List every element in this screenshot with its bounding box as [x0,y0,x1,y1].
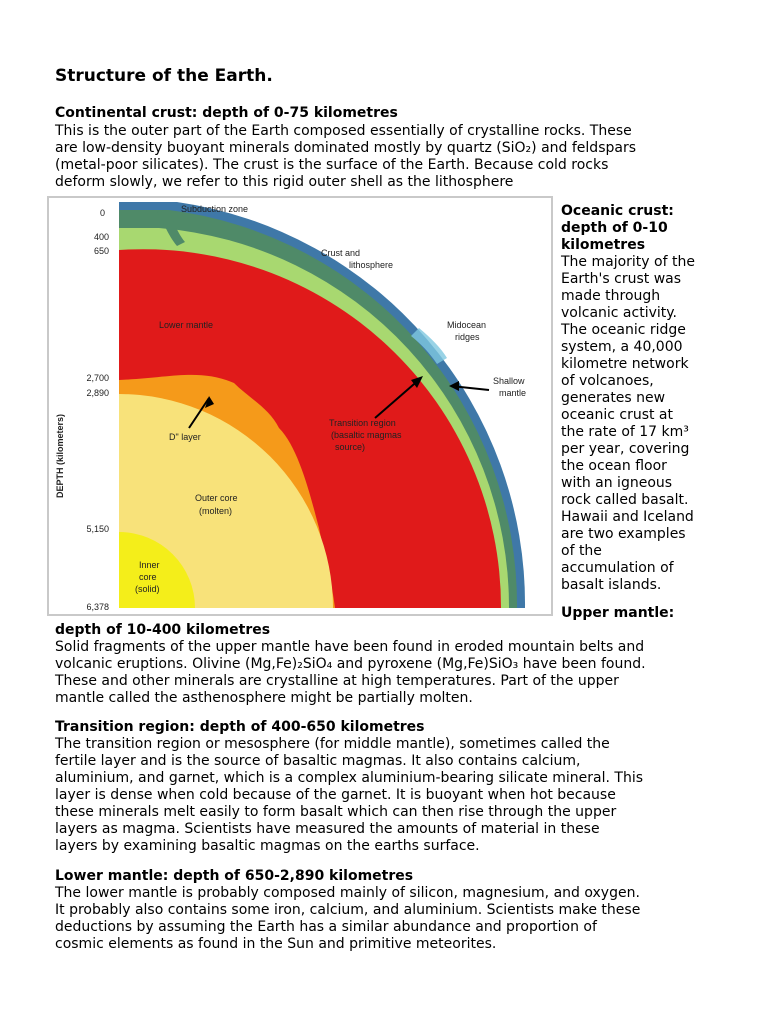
text-line: fertile layer and is the source of basaltic magmas. It also contains calcium, [55,753,581,769]
depth-tick: 0 [99,208,105,218]
text-line: the rate of 17 km³ [561,424,689,440]
text-line: The oceanic ridge [561,322,686,338]
depth-axis-label: DEPTH (kilometers) [55,413,65,498]
label-lower-mantle: Lower mantle [159,320,214,330]
upper-mantle-section [55,605,745,707]
transition-region-heading: Transition region: depth of 400-650 kilometres [55,719,425,735]
text-line: The lower mantle is probably composed mainly of silicon, magnesium, and oxygen. [55,885,640,901]
depth-tick: 2,700 [86,373,109,383]
text-line: (metal-poor silicates). The crust is the surface of the Earth. Because cold rocks [55,157,609,173]
text-line: these minerals melt easily to form basalt which can then rise through the upper [55,804,617,820]
label-d-layer: D" layer [169,432,201,442]
lower-mantle-heading: Lower mantle: depth of 650-2,890 kilometres [55,868,414,884]
label-solid: (solid) [135,584,160,594]
text-line: Earth's crust was [561,271,682,287]
upper-mantle-text [55,639,745,707]
lower-mantle-section [55,868,725,953]
depth-axis [55,208,109,612]
label-subduction-zone: Subduction zone [181,204,249,214]
depth-tick: 6,378 [86,602,109,612]
earth-structure-diagram [47,196,553,616]
oceanic-crust-text [561,254,761,594]
text-line: volcanic activity. [561,305,677,321]
text-line: mantle called the asthenosphere might be partially molten. [55,690,473,706]
label-inner: Inner [139,560,160,570]
text-line: volcanic eruptions. Olivine (Mg,Fe)₂SiO₄ and pyroxene (Mg,Fe)SiO₃ have been found. [55,656,646,672]
label-outer-core: Outer core [195,493,238,503]
label-crust: Crust and [321,248,361,258]
text-line: This is the outer part of the Earth composed essentially of crystalline rocks. These [55,123,632,139]
text-line: aluminium, and garnet, which is a complex aluminium-bearing silicate mineral. This [55,770,644,786]
text-line: rock called basalt. [561,492,689,508]
text-line: It probably also contains some iron, calcium, and aluminium. Scientists make these [55,902,641,918]
label-molten: (molten) [199,506,233,516]
depth-tick: 400 [93,232,109,242]
continental-crust-text [55,123,725,191]
text-line: layers as magma. Scientists have measured the amounts of material in these [55,821,600,837]
oceanic-crust-heading-line: Oceanic crust: [561,203,674,219]
continental-crust-heading: Continental crust: depth of 0-75 kilometres [55,105,398,121]
label-ridges: ridges [455,332,480,342]
text-line: These and other minerals are crystalline at high temperatures. Part of the upper [55,673,619,689]
earth-cross-section-svg [49,198,551,614]
text-line: with an igneous [561,475,673,491]
depth-tick: 650 [93,246,109,256]
oceanic-crust-section [561,203,761,594]
text-line: layer is dense when cold because of the garnet. It is buoyant when hot because [55,787,616,803]
earth-layers [119,202,525,608]
oceanic-crust-heading-line: kilometres [561,237,646,253]
label-source: source) [335,442,366,452]
label-transition-region: Transition region [329,418,396,428]
text-line: basalt islands. [561,577,662,593]
text-line: system, a 40,000 [561,339,683,355]
label-shallow: Shallow [493,376,525,386]
text-line: of the [561,543,602,559]
transition-region-section [55,719,725,855]
text-line: of volcanoes, [561,373,654,389]
oceanic-crust-heading-line: depth of 0-10 [561,220,668,236]
label-mantle: mantle [499,388,527,398]
text-line: Solid fragments of the upper mantle have been found in eroded mountain belts and [55,639,645,655]
text-line: Hawaii and Iceland [561,509,694,525]
depth-tick: 5,150 [86,524,109,534]
text-line: The majority of the [561,254,695,270]
text-line: cosmic elements as found in the Sun and primitive meteorites. [55,936,497,952]
text-line: The transition region or mesosphere (for middle mantle), sometimes called the [55,736,610,752]
text-line: made through [561,288,661,304]
text-line: kilometre network [561,356,689,372]
upper-mantle-depth-heading: depth of 10-400 kilometres [55,622,271,638]
text-line: the ocean floor [561,458,667,474]
text-line: generates new [561,390,666,406]
depth-tick: 2,890 [86,388,109,398]
text-line: are low-density buoyant minerals dominated mostly by quartz (SiO₂) and feldspars [55,140,636,156]
text-line: deductions by assuming the Earth has a similar abundance and proportion of [55,919,597,935]
label-midocean: Midocean [447,320,487,330]
transition-region-text [55,736,725,855]
upper-mantle-heading: Upper mantle: [561,605,675,621]
text-line: accumulation of [561,560,674,576]
text-line: deform slowly, we refer to this rigid outer shell as the lithosphere [55,174,514,190]
text-line: oceanic crust at [561,407,673,423]
page-title: Structure of the Earth. [55,66,273,86]
label-core: core [139,572,157,582]
text-line: per year, covering [561,441,690,457]
lower-mantle-text [55,885,725,953]
label-basaltic: (basaltic magmas [331,430,402,440]
text-line: layers by examining basaltic magmas on the earths surface. [55,838,480,854]
continental-crust-section [55,105,725,191]
text-line: are two examples [561,526,686,542]
label-lithosphere: lithosphere [349,260,394,270]
